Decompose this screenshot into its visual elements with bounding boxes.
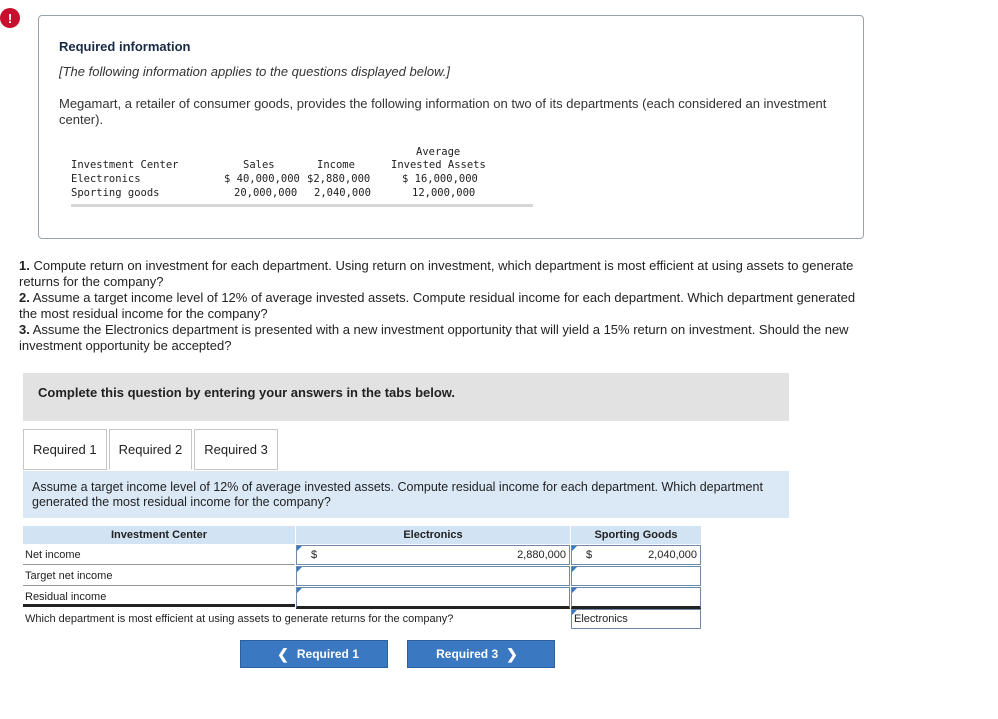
tab-required-1[interactable]: Required 1 (23, 429, 107, 470)
alert-symbol: ! (7, 10, 13, 26)
row-label-most-efficient: Which department is most efficient at using assets to generate returns for the company? (25, 613, 454, 625)
cell-sales: $ 40,000,000 (224, 173, 300, 185)
th-income: Income (317, 159, 355, 171)
input-marker (572, 567, 577, 572)
net-income-electronics-input[interactable] (296, 545, 570, 565)
question-text: Assume a target income level of 12% of average invested assets. Compute residual income for each department. Which department generated the most residual income for the company? (19, 290, 856, 321)
cell-income: $2,880,000 (307, 173, 371, 185)
chevron-left-icon: ❮ (277, 645, 289, 662)
row-name: Sporting goods (71, 187, 160, 199)
net-income-sporting-value: 2,040,000 (648, 549, 697, 561)
cell-sales: 20,000,000 (234, 187, 298, 199)
input-marker (297, 546, 302, 551)
question-2 (19, 290, 869, 322)
grid-header-electronics: Electronics (296, 526, 570, 544)
complete-prompt-bar (23, 373, 789, 421)
row-name: Electronics (71, 173, 141, 185)
table-divider (71, 204, 533, 207)
cell-assets: 12,000,000 (412, 187, 476, 199)
input-marker (297, 588, 302, 593)
question-1 (19, 258, 869, 290)
th-assets-line1: Average (416, 146, 461, 158)
info-subtitle: [The following information applies to the questions displayed below.] (59, 64, 450, 79)
question-list (19, 258, 869, 354)
tab-required-3[interactable]: Required 3 (194, 429, 278, 470)
net-income-sporting-input[interactable] (571, 545, 701, 565)
question-text: Assume the Electronics department is presented with a new investment opportunity that will yield a 15% return on investment. Should the new investment opportunity be accepted? (19, 322, 849, 353)
target-income-sporting-input[interactable] (571, 566, 701, 586)
th-investment-center: Investment Center (71, 159, 179, 171)
complete-prompt: Complete this question by entering your answers in the tabs below. (38, 385, 456, 400)
currency-symbol: $ (311, 549, 318, 561)
chevron-right-icon: ❯ (506, 645, 518, 662)
most-efficient-value: Electronics (574, 613, 628, 625)
th-sales: Sales (243, 159, 275, 171)
input-marker (572, 546, 577, 551)
row-label-net-income: Net income (23, 545, 295, 565)
input-marker (297, 567, 302, 572)
info-description: Megamart, a retailer of consumer goods, provides the following information on two of its departments (each considered an investment center). (59, 96, 827, 127)
residual-income-electronics-input[interactable] (296, 587, 570, 609)
tab-bar (23, 429, 280, 471)
net-income-electronics-value: 2,880,000 (517, 549, 566, 561)
required-information-box (38, 15, 864, 239)
question-3 (19, 322, 869, 354)
grid-header-center: Investment Center (23, 526, 295, 544)
grid-header-sporting: Sporting Goods (571, 526, 701, 544)
next-button-label: Required 3 (436, 647, 499, 661)
currency-symbol: $ (586, 549, 593, 561)
question-text: Compute return on investment for each department. Using return on investment, which department is most efficient at using assets to generate returns for the company? (19, 258, 854, 289)
input-marker (572, 588, 577, 593)
question-number: 2. (19, 290, 30, 305)
cell-income: 2,040,000 (314, 187, 371, 199)
question-number: 3. (19, 322, 30, 337)
tab-instruction: Assume a target income level of 12% of average invested assets. Compute residual income for each department. Which department generated the most residual income for the company? (23, 471, 789, 518)
prev-required-1-button[interactable] (240, 640, 388, 668)
next-required-3-button[interactable] (407, 640, 555, 668)
row-label-target-net-income: Target net income (23, 566, 295, 586)
th-assets-line2: Invested Assets (391, 159, 486, 171)
alert-icon (0, 8, 20, 28)
cell-assets: $ 16,000,000 (402, 173, 478, 185)
tab-required-2[interactable]: Required 2 (109, 429, 193, 470)
info-title: Required information (59, 39, 191, 54)
most-efficient-select[interactable] (571, 609, 701, 629)
residual-income-sporting-input[interactable] (571, 587, 701, 609)
row-label-residual-income: Residual income (23, 587, 295, 607)
question-number: 1. (19, 258, 30, 273)
target-income-electronics-input[interactable] (296, 566, 570, 586)
prev-button-label: Required 1 (296, 647, 359, 661)
